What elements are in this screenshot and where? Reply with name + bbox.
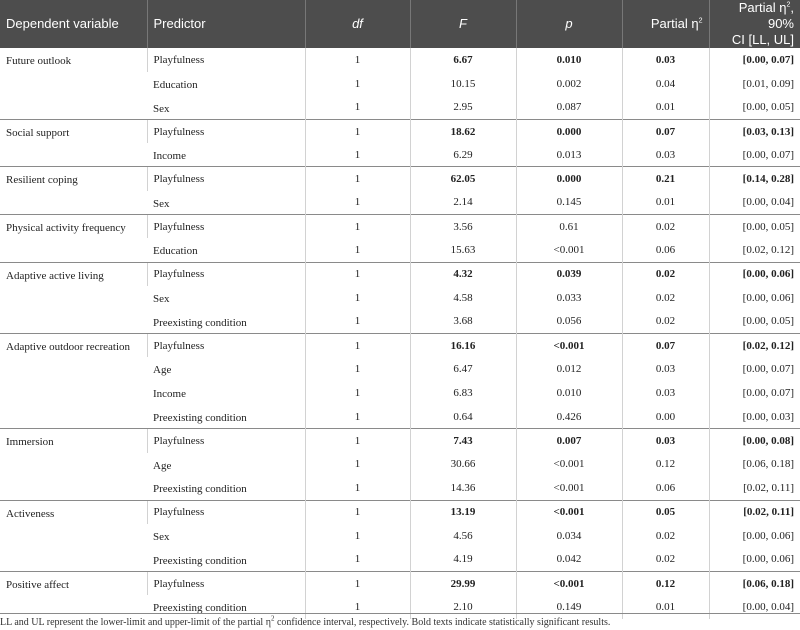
predictor-cell: Income xyxy=(153,388,186,401)
f-cell: 4.56 xyxy=(410,524,516,548)
p-cell: 0.000 xyxy=(516,119,622,143)
predictor-cell: Playfulness xyxy=(147,500,305,524)
f-cell: 0.64 xyxy=(410,405,516,429)
predictor-cell: Preexisting condition xyxy=(153,316,247,329)
df-cell: 1 xyxy=(305,334,410,358)
f-cell: 6.47 xyxy=(410,357,516,381)
partial-eta-cell: 0.01 xyxy=(622,191,709,215)
predictor-cell: Age xyxy=(153,459,172,472)
predictor-cell: Preexisting condition xyxy=(153,554,247,567)
df-cell: 1 xyxy=(305,429,410,453)
partial-eta-cell: 0.02 xyxy=(622,215,709,239)
partial-eta-cell: 0.06 xyxy=(622,476,709,500)
predictor-cell: Playfulness xyxy=(147,215,305,239)
f-cell: 6.67 xyxy=(410,48,516,72)
partial-eta-ci-cell: [0.00, 0.06] xyxy=(709,524,800,548)
header-f: F xyxy=(410,0,516,48)
p-cell: 0.034 xyxy=(516,524,622,548)
p-cell: 0.149 xyxy=(516,595,622,619)
f-cell: 3.68 xyxy=(410,310,516,334)
f-cell: 6.83 xyxy=(410,381,516,405)
df-cell: 1 xyxy=(305,381,410,405)
p-cell: 0.007 xyxy=(516,429,622,453)
table-row xyxy=(0,429,800,453)
table-row xyxy=(0,572,800,596)
header-partial-eta-ci xyxy=(709,0,800,48)
predictor-cell: Playfulness xyxy=(147,119,305,143)
partial-eta-ci-cell: [0.00, 0.06] xyxy=(709,548,800,572)
p-cell: <0.001 xyxy=(516,238,622,262)
df-cell: 1 xyxy=(305,262,410,286)
p-cell: 0.61 xyxy=(516,215,622,239)
p-cell: 0.010 xyxy=(516,48,622,72)
partial-eta-cell: 0.03 xyxy=(622,357,709,381)
partial-eta-ci-cell: [0.06, 0.18] xyxy=(709,453,800,477)
predictor-cell: Playfulness xyxy=(147,262,305,286)
footnote-sup: 2 xyxy=(270,614,275,623)
header-ci-sup: 2 xyxy=(786,1,791,9)
df-cell: 1 xyxy=(305,238,410,262)
f-cell: 29.99 xyxy=(410,572,516,596)
f-cell: 4.19 xyxy=(410,548,516,572)
f-cell: 2.10 xyxy=(410,595,516,619)
header-partial-eta-text: Partial η xyxy=(650,16,699,31)
table-body xyxy=(0,48,800,619)
f-cell: 2.95 xyxy=(410,96,516,120)
predictor-cell: Preexisting condition xyxy=(153,483,247,496)
partial-eta-cell: 0.12 xyxy=(622,453,709,477)
df-cell: 1 xyxy=(305,143,410,167)
predictor-cell: Sex xyxy=(153,102,170,115)
p-cell: 0.426 xyxy=(516,405,622,429)
dependent-variable-cell: Positive affect xyxy=(0,572,147,620)
df-cell: 1 xyxy=(305,405,410,429)
p-cell: <0.001 xyxy=(516,453,622,477)
df-cell: 1 xyxy=(305,524,410,548)
dependent-variable-cell: Future outlook xyxy=(6,55,72,67)
footnote-text-before: LL and UL represent the lower-limit and upper-limit of the partial η xyxy=(0,617,271,628)
f-cell: 18.62 xyxy=(410,119,516,143)
header-p: p xyxy=(516,0,622,48)
df-cell: 1 xyxy=(305,119,410,143)
table-row xyxy=(0,215,800,239)
partial-eta-cell: 0.12 xyxy=(622,572,709,596)
header-ci-line1: Partial η xyxy=(738,0,787,15)
partial-eta-cell: 0.02 xyxy=(622,548,709,572)
partial-eta-ci-cell: [0.02, 0.11] xyxy=(709,500,800,524)
partial-eta-cell: 0.01 xyxy=(622,96,709,120)
footnote-text-after: confidence interval, respectively. Bold texts indicate statistically significant results. xyxy=(274,617,611,628)
header-ci-line1-tail: , 90% xyxy=(767,0,794,31)
p-cell: <0.001 xyxy=(516,572,622,596)
p-cell: 0.012 xyxy=(516,357,622,381)
p-cell: 0.056 xyxy=(516,310,622,334)
header-partial-eta-sup: 2 xyxy=(698,17,703,25)
partial-eta-cell: 0.06 xyxy=(622,238,709,262)
df-cell: 1 xyxy=(305,310,410,334)
partial-eta-ci-cell: [0.00, 0.06] xyxy=(709,286,800,310)
df-cell: 1 xyxy=(305,500,410,524)
partial-eta-cell: 0.02 xyxy=(622,286,709,310)
partial-eta-cell: 0.02 xyxy=(622,310,709,334)
predictor-cell: Playfulness xyxy=(147,48,305,72)
f-cell: 16.16 xyxy=(410,334,516,358)
partial-eta-ci-cell: [0.00, 0.07] xyxy=(709,357,800,381)
df-cell: 1 xyxy=(305,476,410,500)
p-cell: <0.001 xyxy=(516,500,622,524)
dependent-variable-cell: Immersion xyxy=(0,429,147,500)
partial-eta-ci-cell: [0.00, 0.04] xyxy=(709,595,800,619)
f-cell: 4.58 xyxy=(410,286,516,310)
partial-eta-cell: 0.02 xyxy=(622,262,709,286)
predictor-cell: Preexisting condition xyxy=(153,602,247,615)
partial-eta-ci-cell: [0.00, 0.07] xyxy=(709,381,800,405)
predictor-cell: Education xyxy=(153,245,198,258)
predictor-cell: Sex xyxy=(153,530,170,543)
f-cell: 10.15 xyxy=(410,72,516,96)
dependent-variable-cell: Resilient coping xyxy=(0,167,147,215)
p-cell: 0.145 xyxy=(516,191,622,215)
partial-eta-ci-cell: [0.03, 0.13] xyxy=(709,119,800,143)
partial-eta-ci-cell: [0.02, 0.12] xyxy=(709,334,800,358)
partial-eta-ci-cell: [0.06, 0.18] xyxy=(709,572,800,596)
predictor-cell: Playfulness xyxy=(147,167,305,191)
partial-eta-cell: 0.03 xyxy=(622,143,709,167)
partial-eta-ci-cell: [0.02, 0.11] xyxy=(709,476,800,500)
p-cell: 0.087 xyxy=(516,96,622,120)
table-footnote xyxy=(0,613,800,630)
partial-eta-ci-cell: [0.00, 0.08] xyxy=(709,429,800,453)
partial-eta-ci-cell: [0.00, 0.05] xyxy=(709,310,800,334)
predictor-cell: Playfulness xyxy=(147,572,305,596)
dependent-variable-cell: Activeness xyxy=(0,500,147,571)
f-cell: 3.56 xyxy=(410,215,516,239)
partial-eta-cell: 0.00 xyxy=(622,405,709,429)
predictor-cell: Income xyxy=(153,150,186,163)
df-cell: 1 xyxy=(305,72,410,96)
predictor-cell: Preexisting condition xyxy=(153,411,247,424)
df-cell: 1 xyxy=(305,595,410,619)
partial-eta-ci-cell: [0.14, 0.28] xyxy=(709,167,800,191)
df-cell: 1 xyxy=(305,572,410,596)
partial-eta-cell: 0.02 xyxy=(622,524,709,548)
predictor-cell: Age xyxy=(153,364,172,377)
df-cell: 1 xyxy=(305,548,410,572)
df-cell: 1 xyxy=(305,453,410,477)
partial-eta-cell: 0.03 xyxy=(622,429,709,453)
partial-eta-cell: 0.07 xyxy=(622,334,709,358)
predictor-cell: Sex xyxy=(153,292,170,305)
table-row xyxy=(0,334,800,358)
f-cell: 13.19 xyxy=(410,500,516,524)
f-cell: 14.36 xyxy=(410,476,516,500)
df-cell: 1 xyxy=(305,357,410,381)
df-cell: 1 xyxy=(305,286,410,310)
partial-eta-cell: 0.04 xyxy=(622,72,709,96)
f-cell: 7.43 xyxy=(410,429,516,453)
f-cell: 6.29 xyxy=(410,143,516,167)
dependent-variable-cell: Social support xyxy=(0,119,147,167)
partial-eta-ci-cell: [0.00, 0.04] xyxy=(709,191,800,215)
p-cell: 0.002 xyxy=(516,72,622,96)
partial-eta-ci-cell: [0.00, 0.05] xyxy=(709,96,800,120)
table-row xyxy=(0,119,800,143)
p-cell: 0.033 xyxy=(516,286,622,310)
table-row xyxy=(0,167,800,191)
dependent-variable-cell: Adaptive active living xyxy=(0,262,147,333)
partial-eta-cell: 0.01 xyxy=(622,595,709,619)
predictor-cell: Education xyxy=(153,78,198,91)
p-cell: 0.039 xyxy=(516,262,622,286)
p-cell: <0.001 xyxy=(516,476,622,500)
f-cell: 15.63 xyxy=(410,238,516,262)
partial-eta-cell: 0.07 xyxy=(622,119,709,143)
predictor-cell: Playfulness xyxy=(147,429,305,453)
header-ci-line2: CI [LL, UL] xyxy=(731,32,794,47)
partial-eta-ci-cell: [0.00, 0.07] xyxy=(709,143,800,167)
table-row xyxy=(0,500,800,524)
partial-eta-ci-cell: [0.00, 0.07] xyxy=(709,48,800,72)
header-partial-eta xyxy=(622,0,709,48)
table-header xyxy=(0,0,800,48)
df-cell: 1 xyxy=(305,167,410,191)
df-cell: 1 xyxy=(305,215,410,239)
df-cell: 1 xyxy=(305,48,410,72)
df-cell: 1 xyxy=(305,96,410,120)
header-dependent-variable: Dependent variable xyxy=(0,0,147,48)
p-cell: 0.042 xyxy=(516,548,622,572)
partial-eta-cell: 0.03 xyxy=(622,381,709,405)
dependent-variable-cell: Physical activity frequency xyxy=(0,215,147,263)
header-df: df xyxy=(305,0,410,48)
partial-eta-ci-cell: [0.02, 0.12] xyxy=(709,238,800,262)
p-cell: 0.013 xyxy=(516,143,622,167)
partial-eta-ci-cell: [0.01, 0.09] xyxy=(709,72,800,96)
table-row xyxy=(0,48,800,72)
predictor-cell: Playfulness xyxy=(147,334,305,358)
p-cell: 0.000 xyxy=(516,167,622,191)
partial-eta-ci-cell: [0.00, 0.03] xyxy=(709,405,800,429)
predictor-cell: Sex xyxy=(153,197,170,210)
dependent-variable-cell: Adaptive outdoor recreation xyxy=(0,334,147,429)
header-predictor: Predictor xyxy=(147,0,305,48)
p-cell: <0.001 xyxy=(516,334,622,358)
partial-eta-ci-cell: [0.00, 0.06] xyxy=(709,262,800,286)
table-row xyxy=(0,262,800,286)
f-cell: 62.05 xyxy=(410,167,516,191)
f-cell: 4.32 xyxy=(410,262,516,286)
partial-eta-cell: 0.03 xyxy=(622,48,709,72)
f-cell: 2.14 xyxy=(410,191,516,215)
partial-eta-cell: 0.21 xyxy=(622,167,709,191)
f-cell: 30.66 xyxy=(410,453,516,477)
partial-eta-cell: 0.05 xyxy=(622,500,709,524)
p-cell: 0.010 xyxy=(516,381,622,405)
df-cell: 1 xyxy=(305,191,410,215)
partial-eta-ci-cell: [0.00, 0.05] xyxy=(709,215,800,239)
